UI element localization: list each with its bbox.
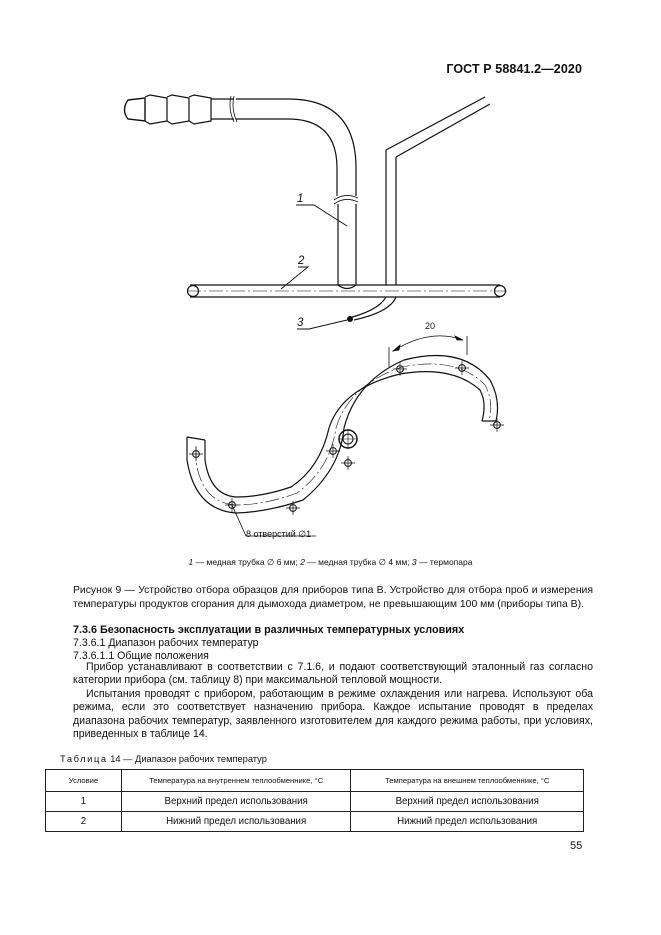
legend-num-2: 2 (300, 557, 305, 567)
table-cell: Верхний предел использования (121, 792, 351, 812)
header-condition: Условие (46, 770, 122, 792)
figure-legend (0, 557, 661, 568)
table-row (46, 812, 584, 832)
header-outer-temp: Температура на внешнем теплообменнике, °С (351, 770, 584, 792)
legend-text-1: — медная трубка ∅ 6 мм; (193, 557, 301, 567)
thermocouple (348, 97, 490, 321)
page-number: 55 (570, 840, 583, 852)
table-cell: Нижний предел использования (351, 812, 584, 832)
callout-1: 1 (297, 193, 304, 205)
subsubsection-heading: 7.3.6.1.1 Общие положения (73, 650, 209, 662)
table-title-text: 14 — Диапазон рабочих температур (107, 754, 267, 764)
table-cell: Нижний предел использования (121, 812, 351, 832)
legend-num-3: 3 (411, 557, 417, 567)
callout-2: 2 (298, 255, 305, 267)
paragraph-1: Прибор устанавливают в соответствии с 7.1.6, и подают соответствующий эталонный газ согласно категории прибора (см. таблицу 8) при максимальной тепловой мощности. (73, 661, 593, 687)
copper-tube-4mm (187, 285, 507, 297)
callout-leaders (281, 205, 347, 329)
dimension-20 (389, 336, 467, 368)
table-cell: Верхний предел использования (351, 792, 584, 812)
callout-3: 3 (297, 317, 304, 329)
document-header: ГОСТ Р 58841.2—2020 (446, 62, 582, 76)
table-header-row (46, 770, 584, 792)
paragraph-2: Испытания проводят с прибором, работающим в режиме охлаждения или нагрева. Используют оба режима, если это соответствует назначению прибора. Каждое испытание проводят в пределах диапазона рабочих температур, заявленного изготовителем для каждого режима работы, при условиях, приведенных в таблице 14. (73, 688, 593, 741)
subsection-heading: 7.3.6.1 Диапазон рабочих температур (73, 637, 259, 649)
s-probe-tube (187, 356, 504, 516)
table-title-lead: Таблица (60, 754, 108, 764)
hose-nozzle-icon (125, 95, 238, 124)
table-cell: 2 (46, 812, 122, 832)
legend-text-2: — медная трубка ∅ 4 мм; (304, 557, 412, 567)
dimension-label: 20 (425, 321, 436, 331)
section-heading: 7.3.6 Безопасность эксплуатации в различных температурных условиях (73, 624, 465, 636)
temperature-range-table (45, 769, 584, 832)
legend-text-3: — термопара (416, 557, 473, 567)
header-inner-temp: Температура на внутреннем теплообменнике, °С (121, 770, 351, 792)
table-row (46, 792, 584, 812)
table-cell: 1 (46, 792, 122, 812)
figure-caption: Рисунок 9 — Устройство отбора образцов для приборов типа В. Устройство для отбора проб и измерения температуры продуктов сгорания для дымохода диаметром, не превышающим 100 мм (приборы типа В). (73, 585, 593, 610)
table-title (60, 754, 267, 764)
holes-note: 8 отверстий ∅1 (246, 529, 312, 539)
legend-num-1: 1 (188, 557, 194, 567)
